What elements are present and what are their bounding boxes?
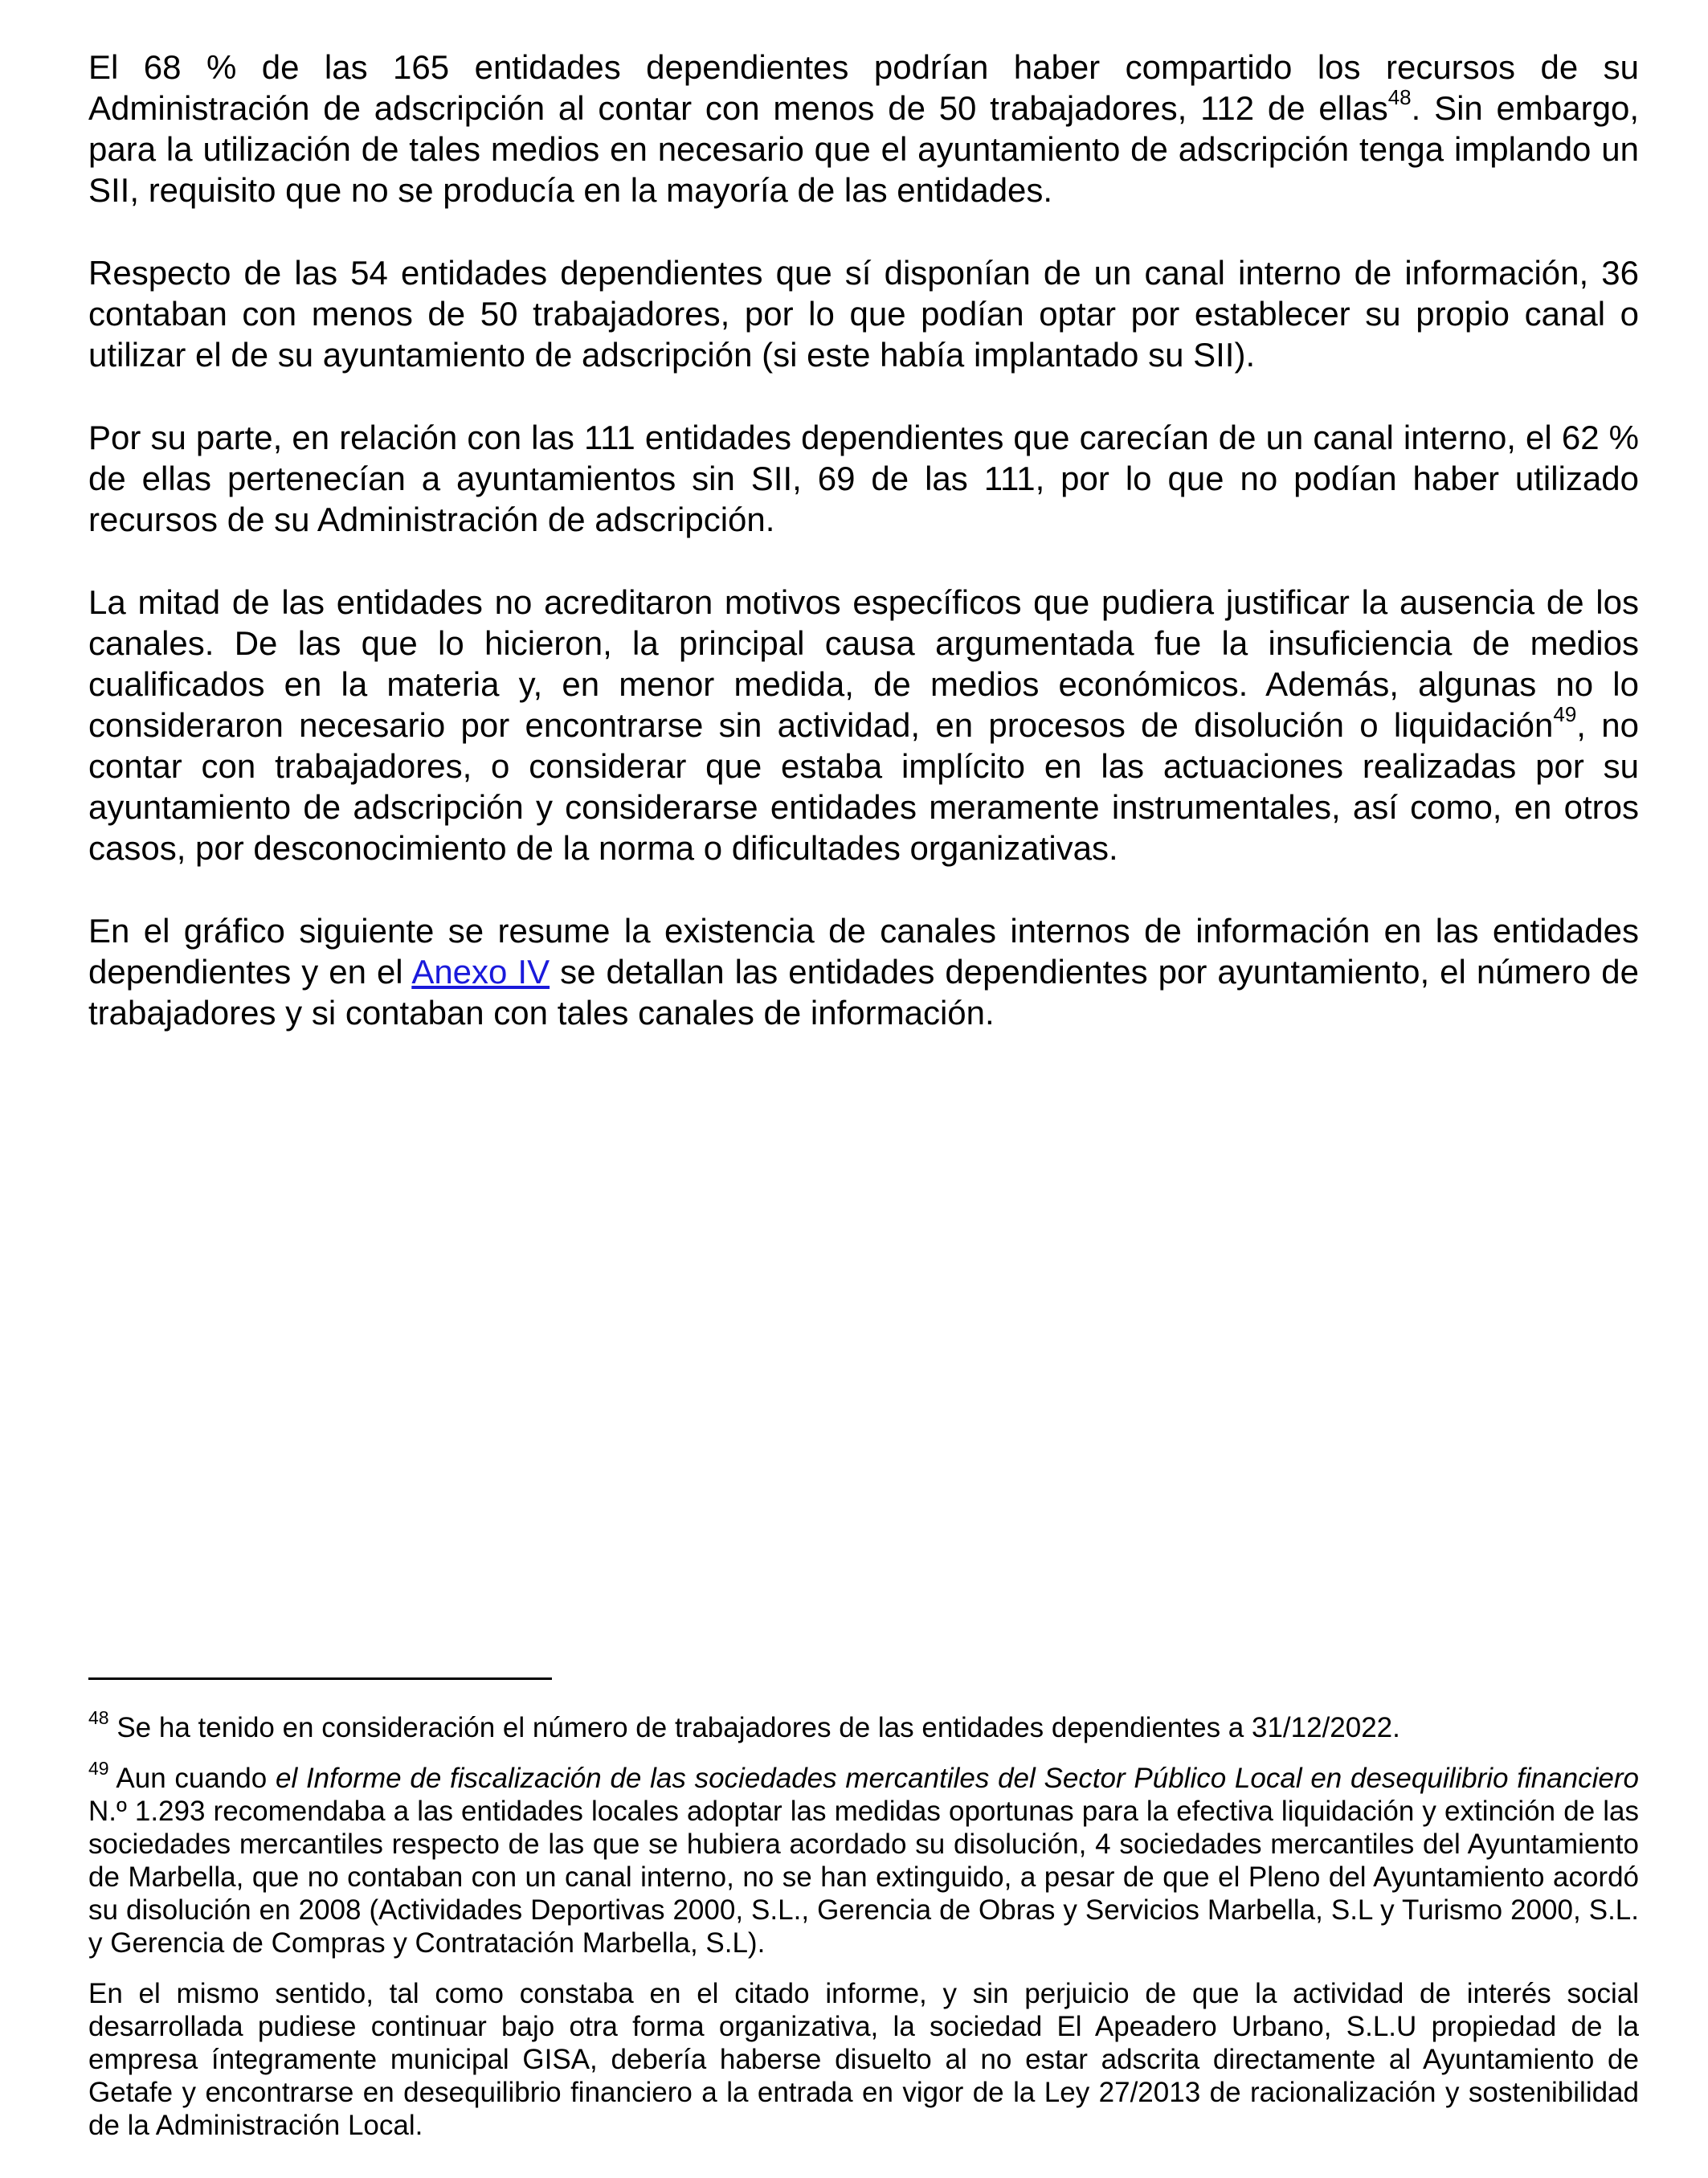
paragraph-1-text-b: . Sin embargo, para la utilización de tales medios en necesario que el ayuntamiento de adscripción tenga implando un SII, requisito que no se producía en la mayoría de las entidades. <box>88 89 1639 209</box>
anexo-iv-link[interactable]: Anexo IV <box>411 953 550 991</box>
footnote-49-number: 49 <box>88 1758 109 1780</box>
footnote-48-number: 48 <box>88 1707 109 1729</box>
document-body <box>88 47 1639 1075</box>
footnote-49-text-a: Aun cuando <box>108 1763 276 1794</box>
footnote-ref-48[interactable]: 48 <box>1387 85 1412 109</box>
footnote-ref-49[interactable]: 49 <box>1553 702 1577 726</box>
paragraph-5-text-b: se detallan las entidades dependientes por ayuntamiento, el número de trabajadores y si contaban con tales canales de información. <box>88 953 1639 1032</box>
footnote-separator <box>88 1677 552 1680</box>
footnote-48 <box>88 1707 1639 1744</box>
footnote-49-report-title: el Informe de fiscalización de las sociedades mercantiles del Sector Público Local en desequilibrio financiero <box>275 1763 1640 1794</box>
paragraph-4-text-b: , no contar con trabajadores, o considerar que estaba implícito en las actuaciones realizadas por su ayuntamiento de adscripción y considerarse entidades meramente instrumentales, así como, en otros casos, por desconocimiento de la norma o dificultades organizativas. <box>88 706 1639 867</box>
footnote-49-continuation: En el mismo sentido, tal como constaba en el citado informe, y sin perjuicio de que la actividad de interés social desarrollada pudiese continuar bajo otra forma organizativa, la sociedad El Apeadero Urbano, S.L.U propiedad de la empresa íntegramente municipal GISA, debería haberse disuelto al no estar adscrita directamente al Ayuntamiento de Getafe y encontrarse en desequilibrio financiero a la entrada en vigor de la Ley 27/2013 de racionalización y sostenibilidad de la Administración Local. <box>88 1978 1639 2141</box>
paragraph-1 <box>88 47 1639 210</box>
footnote-49-text-b: N.º 1.293 recomendaba a las entidades locales adoptar las medidas oportunas para la efectiva liquidación y extinción de las sociedades mercantiles respecto de las que se hubiera acordado su disolución, 4 sociedades mercantiles del Ayuntamiento de Marbella, que no contaban con un canal interno, no se han extinguido, a pesar de que el Pleno del Ayuntamiento acordó su disolución en 2008 (Actividades Deportivas 2000, S.L., Gerencia de Obras y Servicios Marbella, S.L y Turismo 2000, S.L. y Gerencia de Compras y Contratación Marbella, S.L). <box>88 1796 1639 1959</box>
paragraph-1-text-a: El 68 % de las 165 entidades dependientes podrían haber compartido los recursos de su Administración de adscripción al contar con menos de 50 trabajadores, 112 de ellas <box>88 48 1639 127</box>
paragraph-5 <box>88 910 1639 1033</box>
paragraph-3: Por su parte, en relación con las 111 entidades dependientes que carecían de un canal interno, el 62 % de ellas pertenecían a ayuntamientos sin SII, 69 de las 111, por lo que no podían haber utilizado recursos de su Administración de adscripción. <box>88 419 1639 538</box>
paragraph-5-text-a: En el gráfico siguiente se resume la existencia de canales internos de información en las entidades dependientes y en el <box>88 912 1639 991</box>
paragraph-2: Respecto de las 54 entidades dependientes que sí disponían de un canal interno de información, 36 contaban con menos de 50 trabajadores, por lo que podían optar por establecer su propio canal o utilizar el de su ayuntamiento de adscripción (si este había implantado su SII). <box>88 254 1639 374</box>
footnote-49 <box>88 1758 1640 1959</box>
paragraph-4-text-a: La mitad de las entidades no acreditaron motivos específicos que pudiera justificar la ausencia de los canales. De las que lo hicieron, la principal causa argumentada fue la insuficiencia de medios cualificados en la materia y, en menor medida, de medios económicos. Además, algunas no lo consideraron necesario por encontrarse sin actividad, en procesos de disolución o liquidación <box>88 583 1639 744</box>
paragraph-4 <box>88 582 1639 868</box>
footnotes <box>88 1707 1640 2160</box>
footnote-48-text: Se ha tenido en consideración el número de trabajadores de las entidades dependientes a 31/12/2022. <box>108 1712 1400 1743</box>
